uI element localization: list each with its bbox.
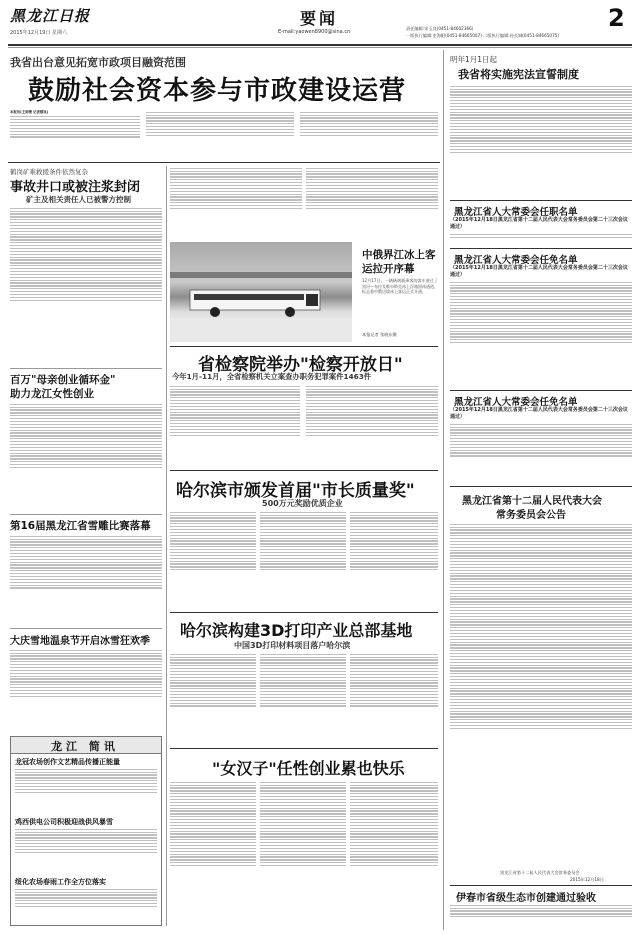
ferry-photo-image <box>170 242 352 342</box>
section-email: E-mail:yaowen8900@sina.cn <box>278 29 351 35</box>
photo-rule <box>170 346 438 347</box>
masthead <box>8 4 632 44</box>
procuratorate-sub: 今年1月-11月，全省检察机关立案查办职务犯罪案件1463件 <box>172 372 372 381</box>
appoint-1-body <box>450 232 632 246</box>
news-brief-box <box>10 736 162 926</box>
appoint-1-headline: 黑龙江省人大常委会任职名单 <box>454 207 578 218</box>
standing-signoff: 黑龙江省第十二届人民代表大会常务委员会 <box>500 870 580 875</box>
procuratorate-rule <box>170 470 438 471</box>
quality-award-body-1 <box>170 510 256 610</box>
appoint-1-rule <box>450 248 632 249</box>
lead-byline: 本报讯(王雨楼 记者蔡岚) <box>10 110 49 114</box>
appoint-2-rule <box>450 390 632 391</box>
photo-title-text: 中俄界江冰上客运拉开序幕 <box>362 249 436 275</box>
printing-headline: 哈尔滨构建3D打印产业总部基地 <box>180 621 413 640</box>
loan-sub: 助力龙江女性创业 <box>10 388 94 400</box>
quality-award-sub: 500万元奖励优质企业 <box>262 499 343 508</box>
loan-body <box>10 402 162 512</box>
news-brief-title: 龙江 简讯 <box>51 740 119 753</box>
editor-line-2: 一版执行编辑:史海阳(0451-84665007) 二版执行编辑:孙长城(0451-84665075) <box>406 33 560 38</box>
women-body-1 <box>170 780 256 926</box>
lead-body-col2 <box>146 110 294 158</box>
editor-line: 责任编辑:宋玉良(0451-84602366) <box>406 26 474 31</box>
oath-body <box>450 84 632 198</box>
appoint-2-body <box>450 280 632 388</box>
quality-award-rule <box>170 612 438 613</box>
newspaper-logo: 黑龙江日报 <box>10 7 91 25</box>
printing-body-1 <box>170 652 256 744</box>
lead-continuation-col1 <box>170 166 302 238</box>
lead-continuation-col2 <box>306 166 438 238</box>
printing-rule <box>170 748 438 749</box>
appoint-3-headline: 黑龙江省人大常委会任免名单 <box>454 397 578 408</box>
standing-headline: 黑龙江省第十二届人民代表大会 <box>462 496 602 507</box>
procuratorate-headline: 省检察院举办"检察开放日" <box>198 355 403 375</box>
left-column-divider <box>166 166 167 926</box>
appoint-3-sub: （2015年12月18日黑龙江省第十二届人民代表大会常务委员会第二十三次会议通过） <box>450 407 628 420</box>
brief-item-3-title: 绥化农场春雨工作全方位落实 <box>15 878 106 886</box>
photo-credit: 本报记者 张晓东摄 <box>362 332 397 337</box>
brief-item-3-body <box>15 887 157 923</box>
yichun-headline: 伊春市省级生态市创建通过验收 <box>456 893 596 904</box>
printing-body-3 <box>350 652 438 744</box>
brief-item-1-title: 龙冠农场创作文艺精品传播正能量 <box>15 758 120 766</box>
page-number: 2 <box>608 4 625 32</box>
mine-body <box>10 206 162 366</box>
photo-title <box>362 248 438 276</box>
quality-award-headline: 哈尔滨市颁发首届"市长质量奖" <box>176 481 415 501</box>
brief-item-2-title: 鸡西供电公司积极迎战供风暴雪 <box>15 818 113 826</box>
oath-rule <box>450 200 632 201</box>
procuratorate-body-1 <box>170 384 300 468</box>
photo-caption: 12月17日，一辆辆满载乘客的客车驶过了黑河—布拉戈维申斯克冰上浮箱固冰通道，标志着中俄边境冰上客运正式开通。 <box>362 278 438 294</box>
appoint-3-body <box>450 422 632 482</box>
brief-item-1-body <box>15 767 157 813</box>
printing-body-2 <box>260 652 346 744</box>
lead-rule <box>8 162 440 163</box>
news-brief-header <box>11 737 161 754</box>
appoint-2-sub: （2015年12月18日黑龙江省第十二届人民代表大会常务委员会第二十三次会议通过） <box>450 265 628 278</box>
snow-headline: 第16届黑龙江省雪雕比赛落幕 <box>10 520 151 532</box>
masthead-rule <box>8 44 632 46</box>
procuratorate-body-2 <box>306 384 438 468</box>
ferry-photo <box>170 242 352 342</box>
lead-kicker: 我省出台意见拓宽市政项目融资范围 <box>10 56 186 69</box>
lead-body-col3 <box>300 110 438 158</box>
brief-item-2-body <box>15 827 157 873</box>
issue-date: 2015年12月19日 星期六 <box>10 30 68 36</box>
mine-sub: 矿主及相关责任人已被警方控制 <box>26 195 131 204</box>
column-divider <box>443 50 444 930</box>
ice-headline: 大庆雪地温泉节开启冰雪狂欢季 <box>10 636 150 647</box>
quality-award-body-3 <box>350 510 438 610</box>
women-body-2 <box>260 780 346 926</box>
standing-headline-2: 常务委员会公告 <box>496 510 566 521</box>
appoint-3-rule <box>450 486 632 487</box>
yichun-body <box>450 903 632 931</box>
women-headline: "女汉子"任性创业累也快乐 <box>212 759 405 778</box>
women-body-3 <box>350 780 438 926</box>
standing-date: 2015年12月18日 <box>570 877 604 882</box>
section-title: 要闻 <box>300 9 339 28</box>
loan-rule <box>10 514 162 515</box>
masthead-rule-thin <box>8 47 632 48</box>
appoint-2-headline: 黑龙江省人大常委会任免名单 <box>454 255 578 266</box>
lead-headline: 鼓励社会资本参与市政建设运营 <box>28 76 407 106</box>
snow-rule <box>10 628 162 629</box>
printing-sub: 中国3D打印材料项目落户哈尔滨 <box>234 641 351 650</box>
mine-headline: 事故井口或被注浆封闭 <box>10 180 141 195</box>
mine-rule <box>10 368 162 369</box>
loan-headline: 百万"母亲创业循环金" <box>10 374 116 386</box>
quality-award-body-2 <box>260 510 346 610</box>
mine-kicker: 鹤岗矿难救援条件依然复杂 <box>10 168 88 176</box>
appoint-1-sub: （2015年12月18日黑龙江省第十二届人民代表大会常务委员会第二十三次会议通过） <box>450 217 628 230</box>
oath-headline: 我省将实施宪法宣誓制度 <box>458 68 579 81</box>
oath-kicker: 明年1月1日起 <box>450 55 498 64</box>
standing-body <box>450 522 632 868</box>
ice-body <box>10 648 162 730</box>
standing-rule <box>450 885 632 886</box>
lead-body-col1 <box>10 110 140 158</box>
snow-body <box>10 534 162 626</box>
